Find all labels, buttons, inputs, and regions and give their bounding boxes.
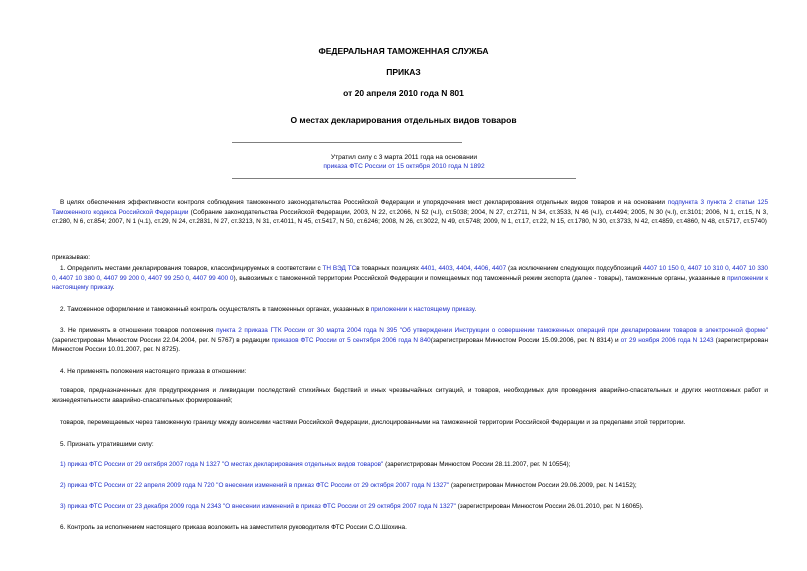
- intro-text-2: (Собрание законодательства Российской Федерации, 2003, N 22, ст.2066, N 52 (ч.I), ст.5038; 2004, N 27, ст.2711, N 34, ст.3533, N 46 (ч.I), ст.4494; 2005, N 30 (ч.I), ст.3101; 2006, N 1, ст.15, N 3, ст.280, N 6, ст.854; 2007, N 1 (ч.1), ст.29, N 24, ст.2831, N 27, ст.3213, N 31, ст.4011, N 45, ст.5417, N 50, ст.6246; 2008, N 26, ст.3022, N 49, ст.5748; 2009, N 1, ст.17, ст.22, N 15, ст.1780, N 30, ст.3733, N 42, ст.4859, ст.4860, N 48, ст.5717, ст.5740): [52, 208, 768, 225]
- top-divider: [232, 142, 462, 143]
- paragraph-2: [52, 305, 768, 315]
- p1-text-4: ), вывозимых с таможенной территории Российской Федерации и помещаемых под таможенный режим экспорта (далее - товары), таможенные органы, указанные в: [233, 274, 728, 282]
- p3-text-1: 3. Не применять в отношении товаров положения: [60, 327, 217, 334]
- agency-title: ФЕДЕРАЛЬНАЯ ТАМОЖЕННАЯ СЛУЖБА: [318, 46, 489, 56]
- doc-type: ПРИКАЗ: [386, 67, 421, 77]
- status-note-link[interactable]: приказа ФТС России от 15 октября 2010 года N 1892: [323, 163, 485, 170]
- paragraph-3: [52, 326, 768, 355]
- paragraph-4b: товаров, перемещаемых через таможенную границу между воинскими частями Российской Федерации, дислоцированными на таможенной территории Российской Федерации и за пределами этой территории.: [60, 419, 686, 426]
- intro-text-1: В целях обеспечения эффективности контроля соблюдения таможенного законодательства Российской Федерации и упорядочения мест декларирования отдельных видов товаров и на основании: [60, 199, 668, 206]
- doc-title: О местах декларирования отдельных видов товаров: [290, 115, 517, 125]
- p3-text-3: (зарегистрирован Минюстом России 15.09.2006, рег. N 8314) и: [430, 336, 621, 344]
- tk-rf-link[interactable]: подпункта 3 пункта 2 статьи 125 Таможенного кодекса Российской Федерации: [52, 199, 769, 216]
- bottom-divider: [232, 178, 576, 179]
- appendix-link-2[interactable]: приложении к настоящему приказу: [370, 306, 475, 313]
- paragraph-4: 4. Не применять положения настоящего приказа в отношении:: [60, 368, 247, 375]
- paragraph-6: 6. Контроль за исполнением настоящего приказа возложить на заместителя руководителя ФТС России С.О.Шохина.: [60, 524, 407, 531]
- p5-2-tail: (зарегистрирован Минюстом России 29.06.2009, рег. N 14152);: [449, 482, 637, 489]
- intro-paragraph: [52, 198, 768, 227]
- appendix-link[interactable]: приложении к настоящему приказу: [52, 274, 769, 291]
- status-note: [232, 153, 576, 171]
- p5-1-tail: (зарегистрирован Минюстом России 28.11.2007, рег. N 10554);: [383, 461, 571, 468]
- paragraph-4a: товаров, предназначенных для предупреждения и ликвидации последствий стихийных бедствий и иных чрезвычайных ситуаций, и товаров, необходимых для проведения аварийно-спасательных и других неотложных работ и жизнедеятельности аварийно-спасательных формирований;: [52, 387, 768, 404]
- p5-3-tail: (зарегистрирован Минюстом России 26.01.2010, рег. N 16065).: [455, 503, 644, 510]
- p1-text-5: .: [112, 284, 115, 291]
- p1-text-3: (за исключением следующих подсубпозиций: [506, 265, 643, 272]
- doc-date: от 20 апреля 2010 года N 801: [343, 88, 464, 98]
- fts-1243-link[interactable]: от 29 ноября 2006 года N 1243: [620, 336, 714, 344]
- p5-2-prefix: 2): [60, 482, 68, 489]
- order-word: приказываю:: [52, 254, 90, 261]
- paragraph-5: 5. Признать утратившими силу:: [60, 441, 154, 448]
- p5-1-prefix: 1): [60, 461, 68, 468]
- tnved-link[interactable]: ТН ВЭД ТС: [322, 265, 357, 272]
- paragraph-5-3: [52, 502, 768, 512]
- gtk-order-link[interactable]: пункта 2 приказа ГТК России от 30 марта 2004 года N 395 "Об утверждении Инструкции о совершении таможенных операций при декларировании товаров в электронной форме": [216, 327, 769, 334]
- p1-text-1: 1. Определить местами декларирования товаров, классифицируемых в соответствии с: [60, 265, 323, 272]
- fts-840-link[interactable]: приказов ФТС России от 5 сентября 2006 года N 840: [271, 336, 431, 344]
- paragraph-5-2: [52, 481, 768, 491]
- p5-3-prefix: 3): [60, 503, 68, 510]
- paragraph-1: [52, 264, 768, 293]
- p2-text-1: 2. Таможенное оформление и таможенный контроль осуществлять в таможенных органах, указанных в: [60, 306, 371, 313]
- p3-text-4: (зарегистрирован Минюстом России 10.01.2007, рег. N 8725).: [52, 336, 769, 353]
- p3-text-2: (зарегистрирован Минюстом России 22.04.2004, рег. N 5767) в редакции: [52, 336, 272, 344]
- fts-2343-link[interactable]: приказ ФТС России от 23 декабря 2009 года N 2343 "О внесении изменений в приказ ФТС России от 29 октября 2007 года N 1327": [67, 503, 456, 510]
- status-note-text: Утратил силу с 3 марта 2011 года на основании: [330, 154, 478, 161]
- p1-text-2: в товарных позициях: [356, 265, 421, 272]
- positions-link[interactable]: 4401, 4403, 4404, 4406, 4407: [420, 265, 507, 272]
- subpositions-link[interactable]: 4407 10 150 0, 4407 10 310 0, 4407 10 330 0, 4407 10 380 0, 4407 99 200 0, 4407 99 250 0, 4407 99 400 0: [52, 265, 768, 282]
- fts-1327-link[interactable]: приказ ФТС России от 29 октября 2007 года N 1327 "О местах декларирования отдельных видов товаров": [67, 461, 384, 468]
- p2-text-2: .: [474, 306, 477, 313]
- fts-720-link[interactable]: приказ ФТС России от 22 апреля 2009 года N 720 "О внесении изменений в приказ ФТС России от 29 октября 2007 года N 1327": [67, 482, 450, 489]
- paragraph-5-1: [52, 460, 768, 470]
